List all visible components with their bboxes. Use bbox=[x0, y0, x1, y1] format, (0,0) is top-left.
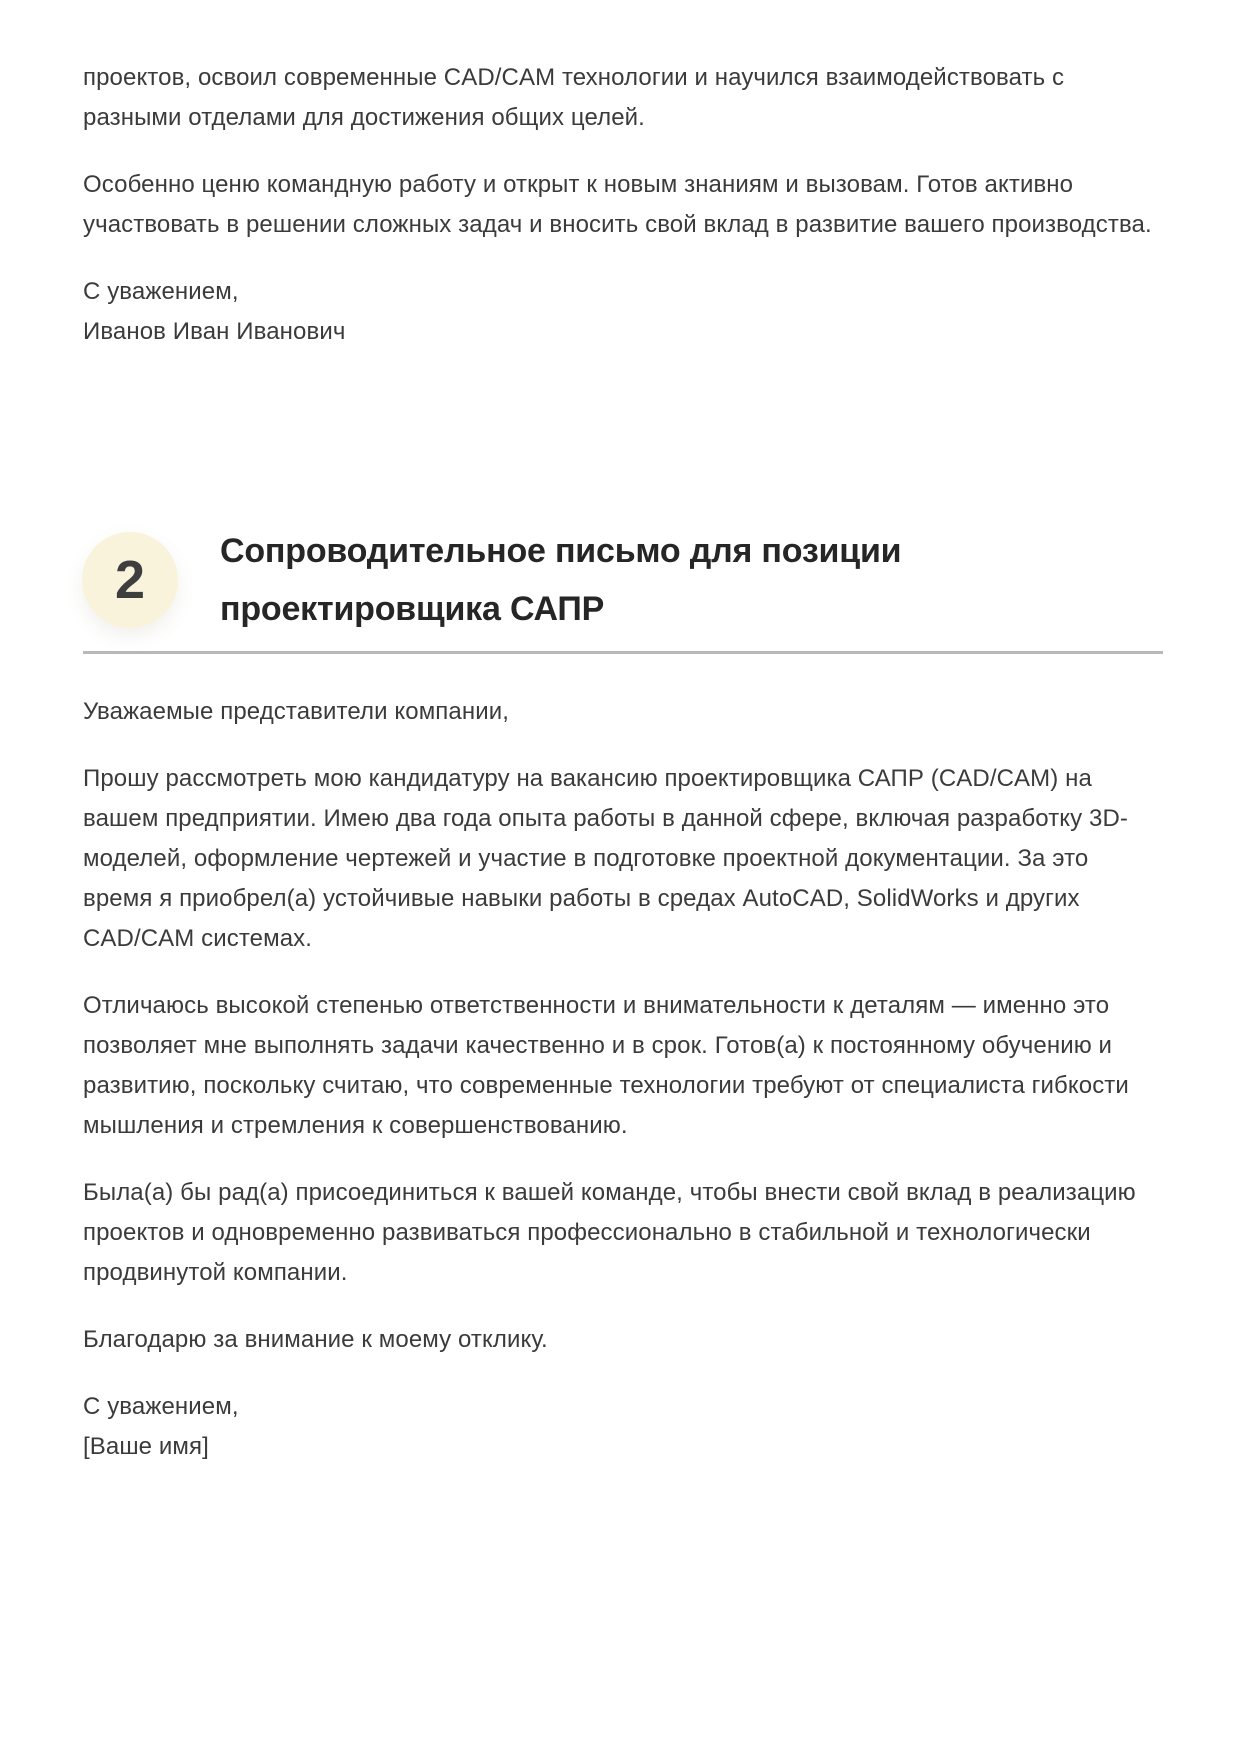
section-divider bbox=[83, 651, 1163, 654]
salutation: Уважаемые представители компании, bbox=[83, 698, 509, 725]
closing-line: С уважением, bbox=[83, 278, 239, 305]
paragraph: Прошу рассмотреть мою кандидатуру на вакансию проектировщика САПР (CAD/CAM) на вашем предприятии. Имею два года опыта работы в данной сфере, включая разработку 3D-моделей, оформление чертежей и участие в подготовке проектной документации. За это время я приобрел(а) устойчивые навыки работы в средах AutoCAD, SolidWorks и других CAD/CAM системах. bbox=[83, 765, 1129, 952]
section-title: Сопроводительное письмо для позиции проектировщика САПР bbox=[220, 532, 902, 628]
paragraph: проектов, освоил современные CAD/CAM технологии и научился взаимодействовать с разными отделами для достижения общих целей. bbox=[83, 64, 1065, 131]
paragraph: Особенно ценю командную работу и открыт к новым знаниям и вызовам. Готов активно участвовать в решении сложных задач и вносить свой вклад в развитие вашего производства. bbox=[83, 171, 1152, 238]
signature-block bbox=[83, 272, 1163, 352]
closing-line: С уважением, bbox=[83, 1393, 239, 1420]
paragraph: Благодарю за внимание к моему отклику. bbox=[83, 1326, 548, 1353]
signature-name: Иванов Иван Иванович bbox=[83, 318, 346, 345]
signature-name: [Ваше имя] bbox=[83, 1433, 209, 1460]
section-number: 2 bbox=[114, 550, 146, 610]
section-header bbox=[83, 522, 1163, 638]
paragraph: Была(а) бы рад(а) присоединиться к вашей команде, чтобы внести свой вклад в реализацию проектов и одновременно развиваться профессионально в стабильной и технологически продвинутой компании. bbox=[83, 1179, 1136, 1286]
page-content bbox=[83, 0, 1163, 1467]
signature-block bbox=[83, 1387, 1163, 1467]
previous-letter-block bbox=[83, 58, 1163, 352]
cover-letter-block bbox=[83, 692, 1163, 1467]
paragraph: Отличаюсь высокой степенью ответственности и внимательности к деталям — именно это позволяет мне выполнять задачи качественно и в срок. Готов(а) к постоянному обучению и развитию, поскольку считаю, что современные технологии требуют от специалиста гибкости мышления и стремления к совершенствованию. bbox=[83, 992, 1129, 1139]
section-number-badge bbox=[82, 532, 178, 628]
